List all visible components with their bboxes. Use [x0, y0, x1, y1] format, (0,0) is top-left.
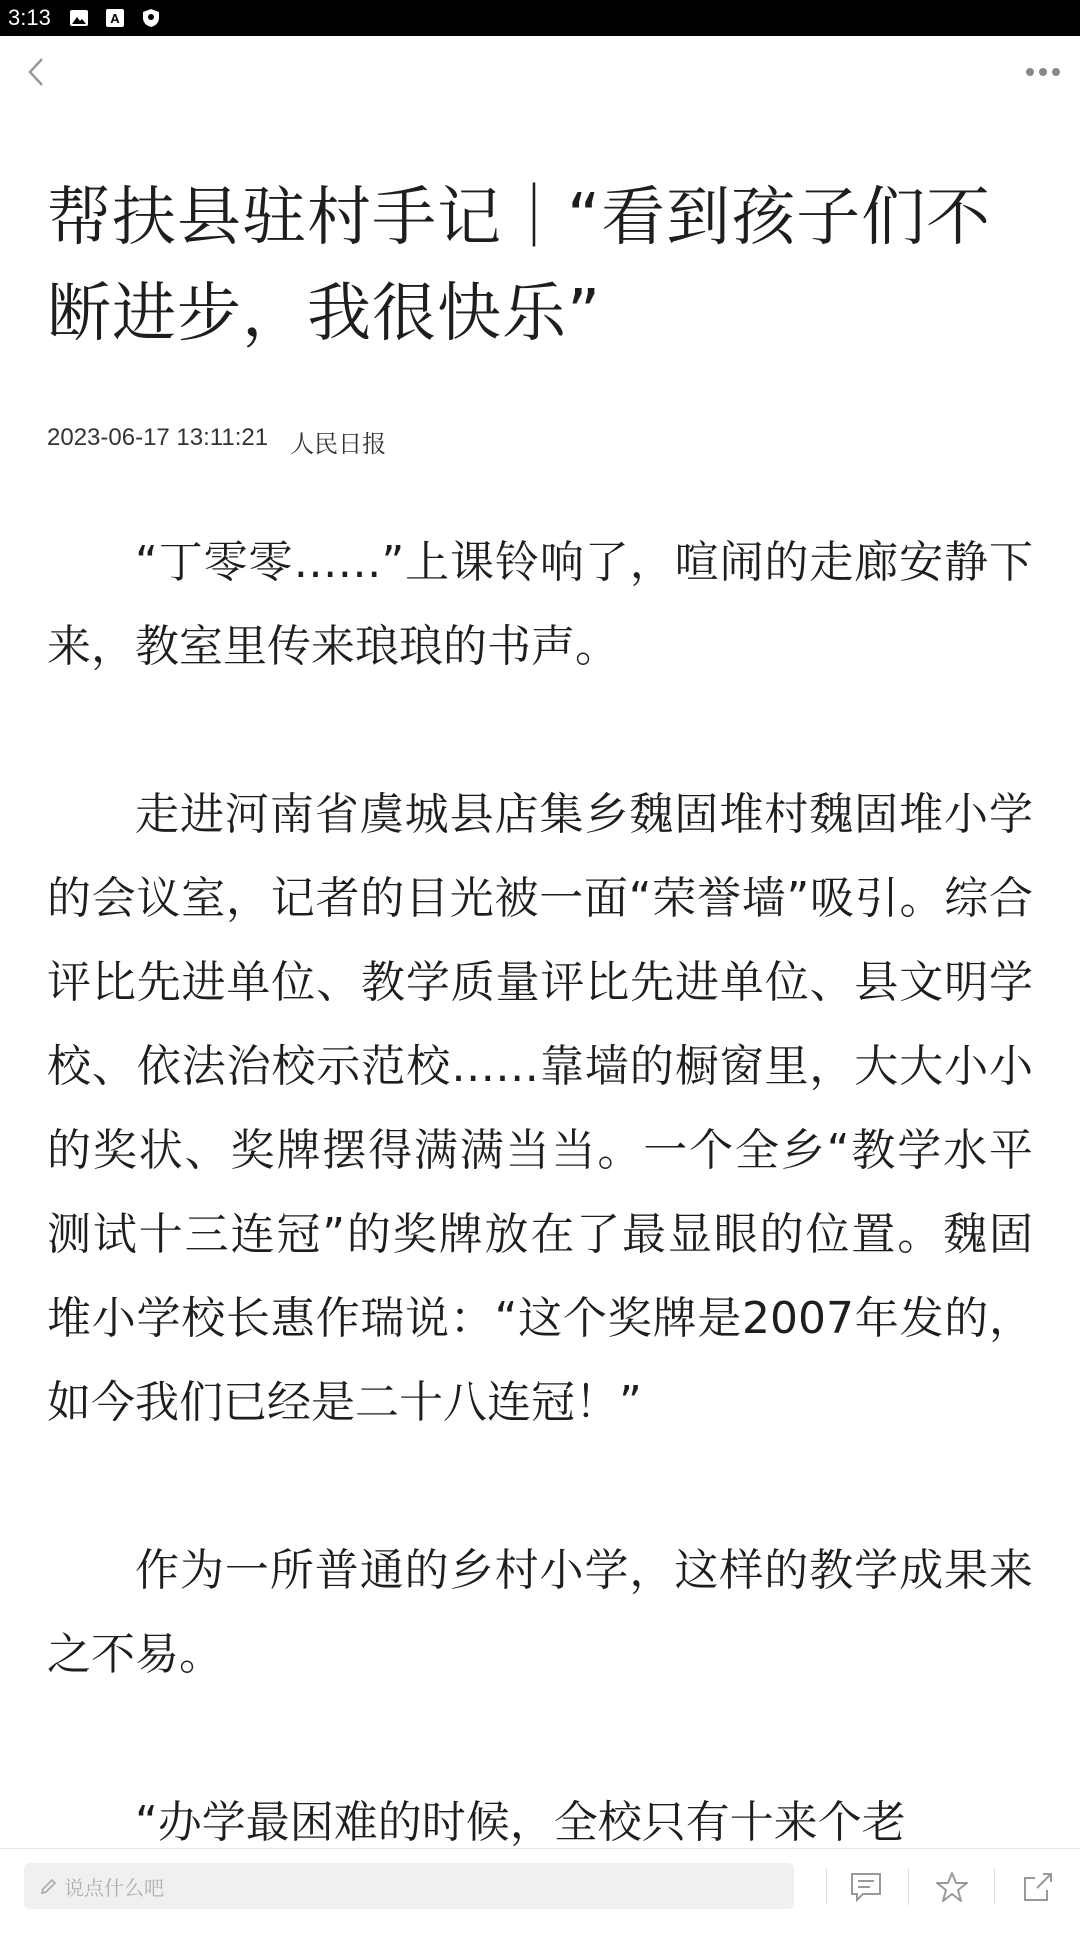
status-time: 3:13: [8, 5, 51, 30]
divider: [826, 1869, 827, 1905]
more-dots-icon: [1025, 67, 1061, 77]
a-icon: [105, 8, 125, 28]
pencil-icon: [40, 1877, 58, 1895]
article-paragraph: 作为一所普通的乡村小学，这样的教学成果来之不易。: [47, 1545, 1033, 1680]
divider: [994, 1869, 995, 1905]
top-navigation-bar: [0, 36, 1080, 106]
article-source: 人民日报: [290, 431, 387, 458]
status-bar: [0, 0, 1080, 36]
image-icon: [69, 8, 89, 28]
comment-button[interactable]: [846, 1867, 886, 1907]
star-icon: [935, 1870, 969, 1904]
article-paragraph: 走进河南省虞城县店集乡魏固堆村魏固堆小学的会议室，记者的目光被一面“荣誉墙”吸引。综合评比先进单位、教学质量评比先进单位、县文明学校、依法治校示范校……靠墙的橱窗里，大大小小的奖状、奖牌摆得满满当当。一个全乡“教学水平测试十三连冠”的奖牌放在了最显眼的位置。魏固堆小学校长惠作瑞说：“这个奖牌是2007年发的，如今我们已经是二十八连冠！”: [47, 789, 1033, 1428]
shield-icon: [141, 8, 161, 28]
share-button[interactable]: [1018, 1867, 1058, 1907]
more-options-button[interactable]: [1018, 50, 1068, 94]
bottom-action-bar: [0, 1848, 1080, 1920]
article-body: [47, 521, 1033, 1865]
comment-placeholder: 说点什么吧: [64, 1875, 164, 1900]
favorite-button[interactable]: [932, 1867, 972, 1907]
comment-input[interactable]: [24, 1863, 794, 1909]
article-datetime: 2023-06-17 13:11:21: [47, 424, 269, 451]
chevron-left-icon: [26, 56, 46, 88]
back-button[interactable]: [14, 50, 58, 94]
article-paragraph: “办学最困难的时候，全校只有十来个老: [135, 1797, 906, 1848]
article-title: 帮扶县驻村手记｜“看到孩子们不断进步，我很快乐”: [47, 181, 992, 351]
svg-text:A: A: [110, 11, 120, 26]
share-icon: [1021, 1870, 1055, 1904]
article: [47, 170, 1033, 1949]
divider: [908, 1869, 909, 1905]
article-paragraph: “丁零零……”上课铃响了，喧闹的走廊安静下来，教室里传来琅琅的书声。: [47, 537, 1033, 672]
comment-icon: [849, 1871, 883, 1903]
article-meta: [47, 424, 1033, 459]
